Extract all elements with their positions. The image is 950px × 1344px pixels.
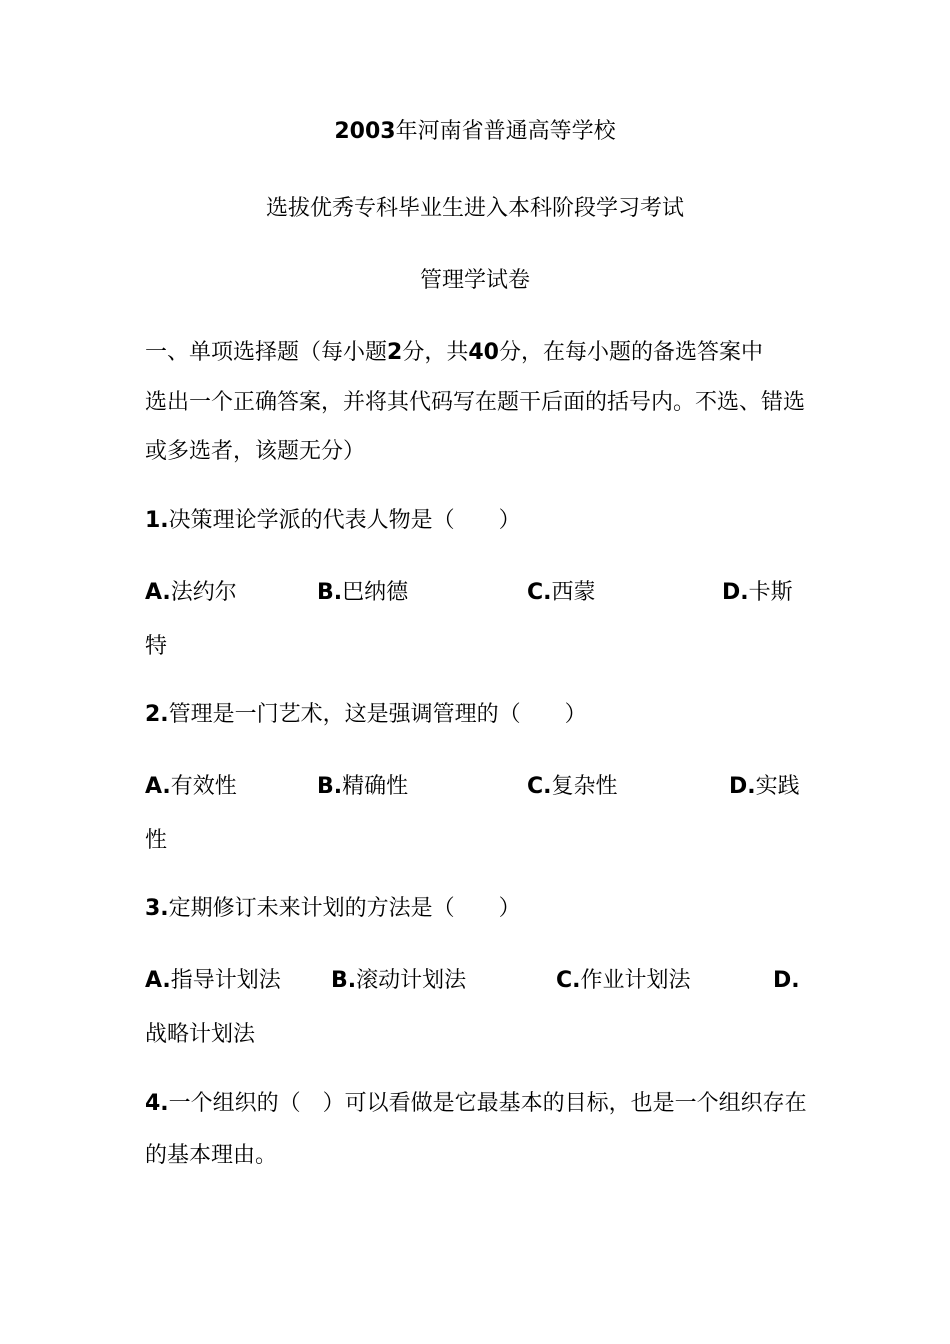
- exam-subject-title: 管理学试卷: [419, 268, 530, 293]
- question-1-option-d: D.卡斯: [722, 580, 793, 605]
- question-4-wrap: 的基本理由。: [145, 1143, 278, 1168]
- question-2-stem: 2.管理是一门艺术，这是强调管理的（ ）: [145, 702, 587, 727]
- section-instruction-line3: 或多选者，该题无分）: [145, 439, 366, 464]
- question-number: 1.: [145, 508, 169, 533]
- exam-title-line2: 选拔优秀专科毕业生进入本科阶段学习考试: [265, 196, 684, 221]
- question-2-wrap: 性: [145, 828, 168, 853]
- exam-title-line1: [0, 117, 950, 147]
- question-3-stem: 3.定期修订未来计划的方法是（ ）: [145, 896, 521, 921]
- question-number: 3.: [145, 896, 169, 921]
- section-instruction-line2: 选出一个正确答案，并将其代码写在题干后面的括号内。不选、错选: [145, 390, 806, 415]
- question-2-option-b: B.精确性: [317, 774, 409, 799]
- question-3-option-d: D.: [773, 968, 800, 993]
- question-2-option-d: D.实践: [729, 774, 800, 799]
- question-1-option-a: A.法约尔: [145, 580, 237, 605]
- question-number: 2.: [145, 702, 169, 727]
- total-points: 40: [468, 340, 499, 365]
- question-2-option-c: C.复杂性: [527, 774, 618, 799]
- exam-title-rest: 年河南省普通高等学校: [395, 119, 616, 144]
- question-2-option-a: A.有效性: [145, 774, 237, 799]
- question-1-option-c: C.西蒙: [527, 580, 596, 605]
- question-4-stem: 4.一个组织的（ ）可以看做是它最基本的目标，也是一个组织存在: [145, 1091, 807, 1116]
- section-instruction-line1: 一、单项选择题（每小题2分，共40分，在每小题的备选答案中: [145, 340, 763, 365]
- question-1-stem: 1.决策理论学派的代表人物是（ ）: [145, 508, 521, 533]
- points-per-question: 2: [387, 340, 403, 365]
- question-1-wrap: 特: [145, 634, 168, 659]
- question-number: 4.: [145, 1091, 169, 1116]
- question-3-wrap: 战略计划法: [145, 1022, 256, 1047]
- question-3-option-a: A.指导计划法: [145, 968, 281, 993]
- question-3-option-c: C.作业计划法: [556, 968, 691, 993]
- question-1-option-b: B.巴纳德: [317, 580, 409, 605]
- exam-year: 2003: [334, 119, 396, 144]
- question-3-option-b: B.滚动计划法: [331, 968, 467, 993]
